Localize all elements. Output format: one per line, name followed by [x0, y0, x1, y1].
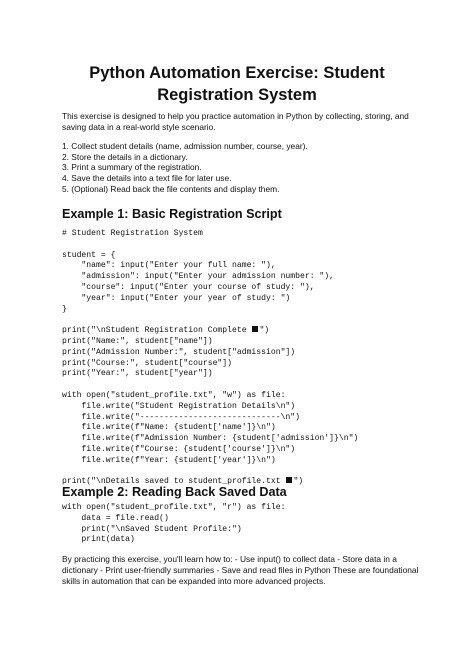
step-item: 5. (Optional) Read back the file contents and display them. [62, 183, 280, 194]
code-line: print("Course:", student["course"]) [62, 358, 232, 368]
code-line: file.write("-----------------------------\n") [62, 412, 300, 422]
code-line: # Student Registration System [62, 229, 203, 238]
code-line: with open("student_profile.txt", "r") as file: [62, 503, 286, 512]
document-title: Python Automation Exercise: Student Registration System [89, 64, 385, 104]
code-line: file.write("Student Registration Details\n") [62, 401, 296, 411]
steps-list [62, 141, 422, 195]
code-line: file.write(f"Course: {student['course']}\n") [62, 444, 296, 454]
code-line: file.write(f"Admission Number: {student['admission']}\n") [62, 434, 359, 444]
code-line: print("\nStudent Registration Complete [62, 326, 252, 336]
intro-paragraph: This exercise is designed to help you practice automation in Python by collecting, storing, and saving data in a real-world style scenario. [62, 111, 409, 133]
example1-code-block [62, 229, 358, 488]
step-item: 2. Store the details in a dictionary. [62, 151, 188, 162]
code-line: "year": input("Enter your year of study: ") [62, 293, 291, 303]
example1-heading: Example 1: Basic Registration Script [62, 207, 282, 221]
code-line: with open("student_profile.txt", "w") as file: [62, 390, 286, 400]
code-line: print("Name:", student["name"]) [62, 336, 213, 346]
square-glyph-icon [252, 326, 258, 332]
code-line-suffix: ") [259, 326, 270, 336]
code-line: print(data) [62, 535, 135, 545]
code-line: "course": input("Enter your course of study: "), [62, 282, 315, 292]
code-line: print("Year:", student["year"]) [62, 369, 213, 379]
step-item: 3. Print a summary of the registration. [62, 162, 202, 173]
code-line: file.write(f"Year: {student['year']}\n") [62, 455, 276, 465]
code-line: data = file.read() [62, 513, 169, 523]
code-line: "admission": input("Enter your admission number: "), [62, 272, 334, 282]
closing-paragraph: By practicing this exercise, you'll learn how to: - Use input() to collect data - Store data in a dictionary - Print user-friendly summaries - Save and read files in Python These are foundational skills in automation that can be expanded into more advanced projects. [62, 554, 419, 587]
code-line: print("\nSaved Student Profile:") [62, 524, 242, 534]
square-glyph-icon [286, 477, 292, 483]
code-line: student = { [62, 250, 116, 260]
code-line: print("Admission Number:", student["admission"]) [62, 347, 296, 357]
code-line: print("\nDetails saved to student_profile.txt [62, 477, 286, 487]
code-line-suffix: ") [293, 477, 304, 487]
step-item: 1. Collect student details (name, admission number, course, year). [62, 141, 308, 151]
step-item: 4. Save the details into a text file for later use. [62, 173, 232, 184]
code-line: "name": input("Enter your full name: "), [62, 261, 276, 271]
example2-heading: Example 2: Reading Back Saved Data [62, 485, 287, 499]
code-line: file.write(f"Name: {student['name']}\n") [62, 423, 276, 433]
example2-code-block [62, 503, 285, 546]
code-line: } [62, 304, 67, 314]
